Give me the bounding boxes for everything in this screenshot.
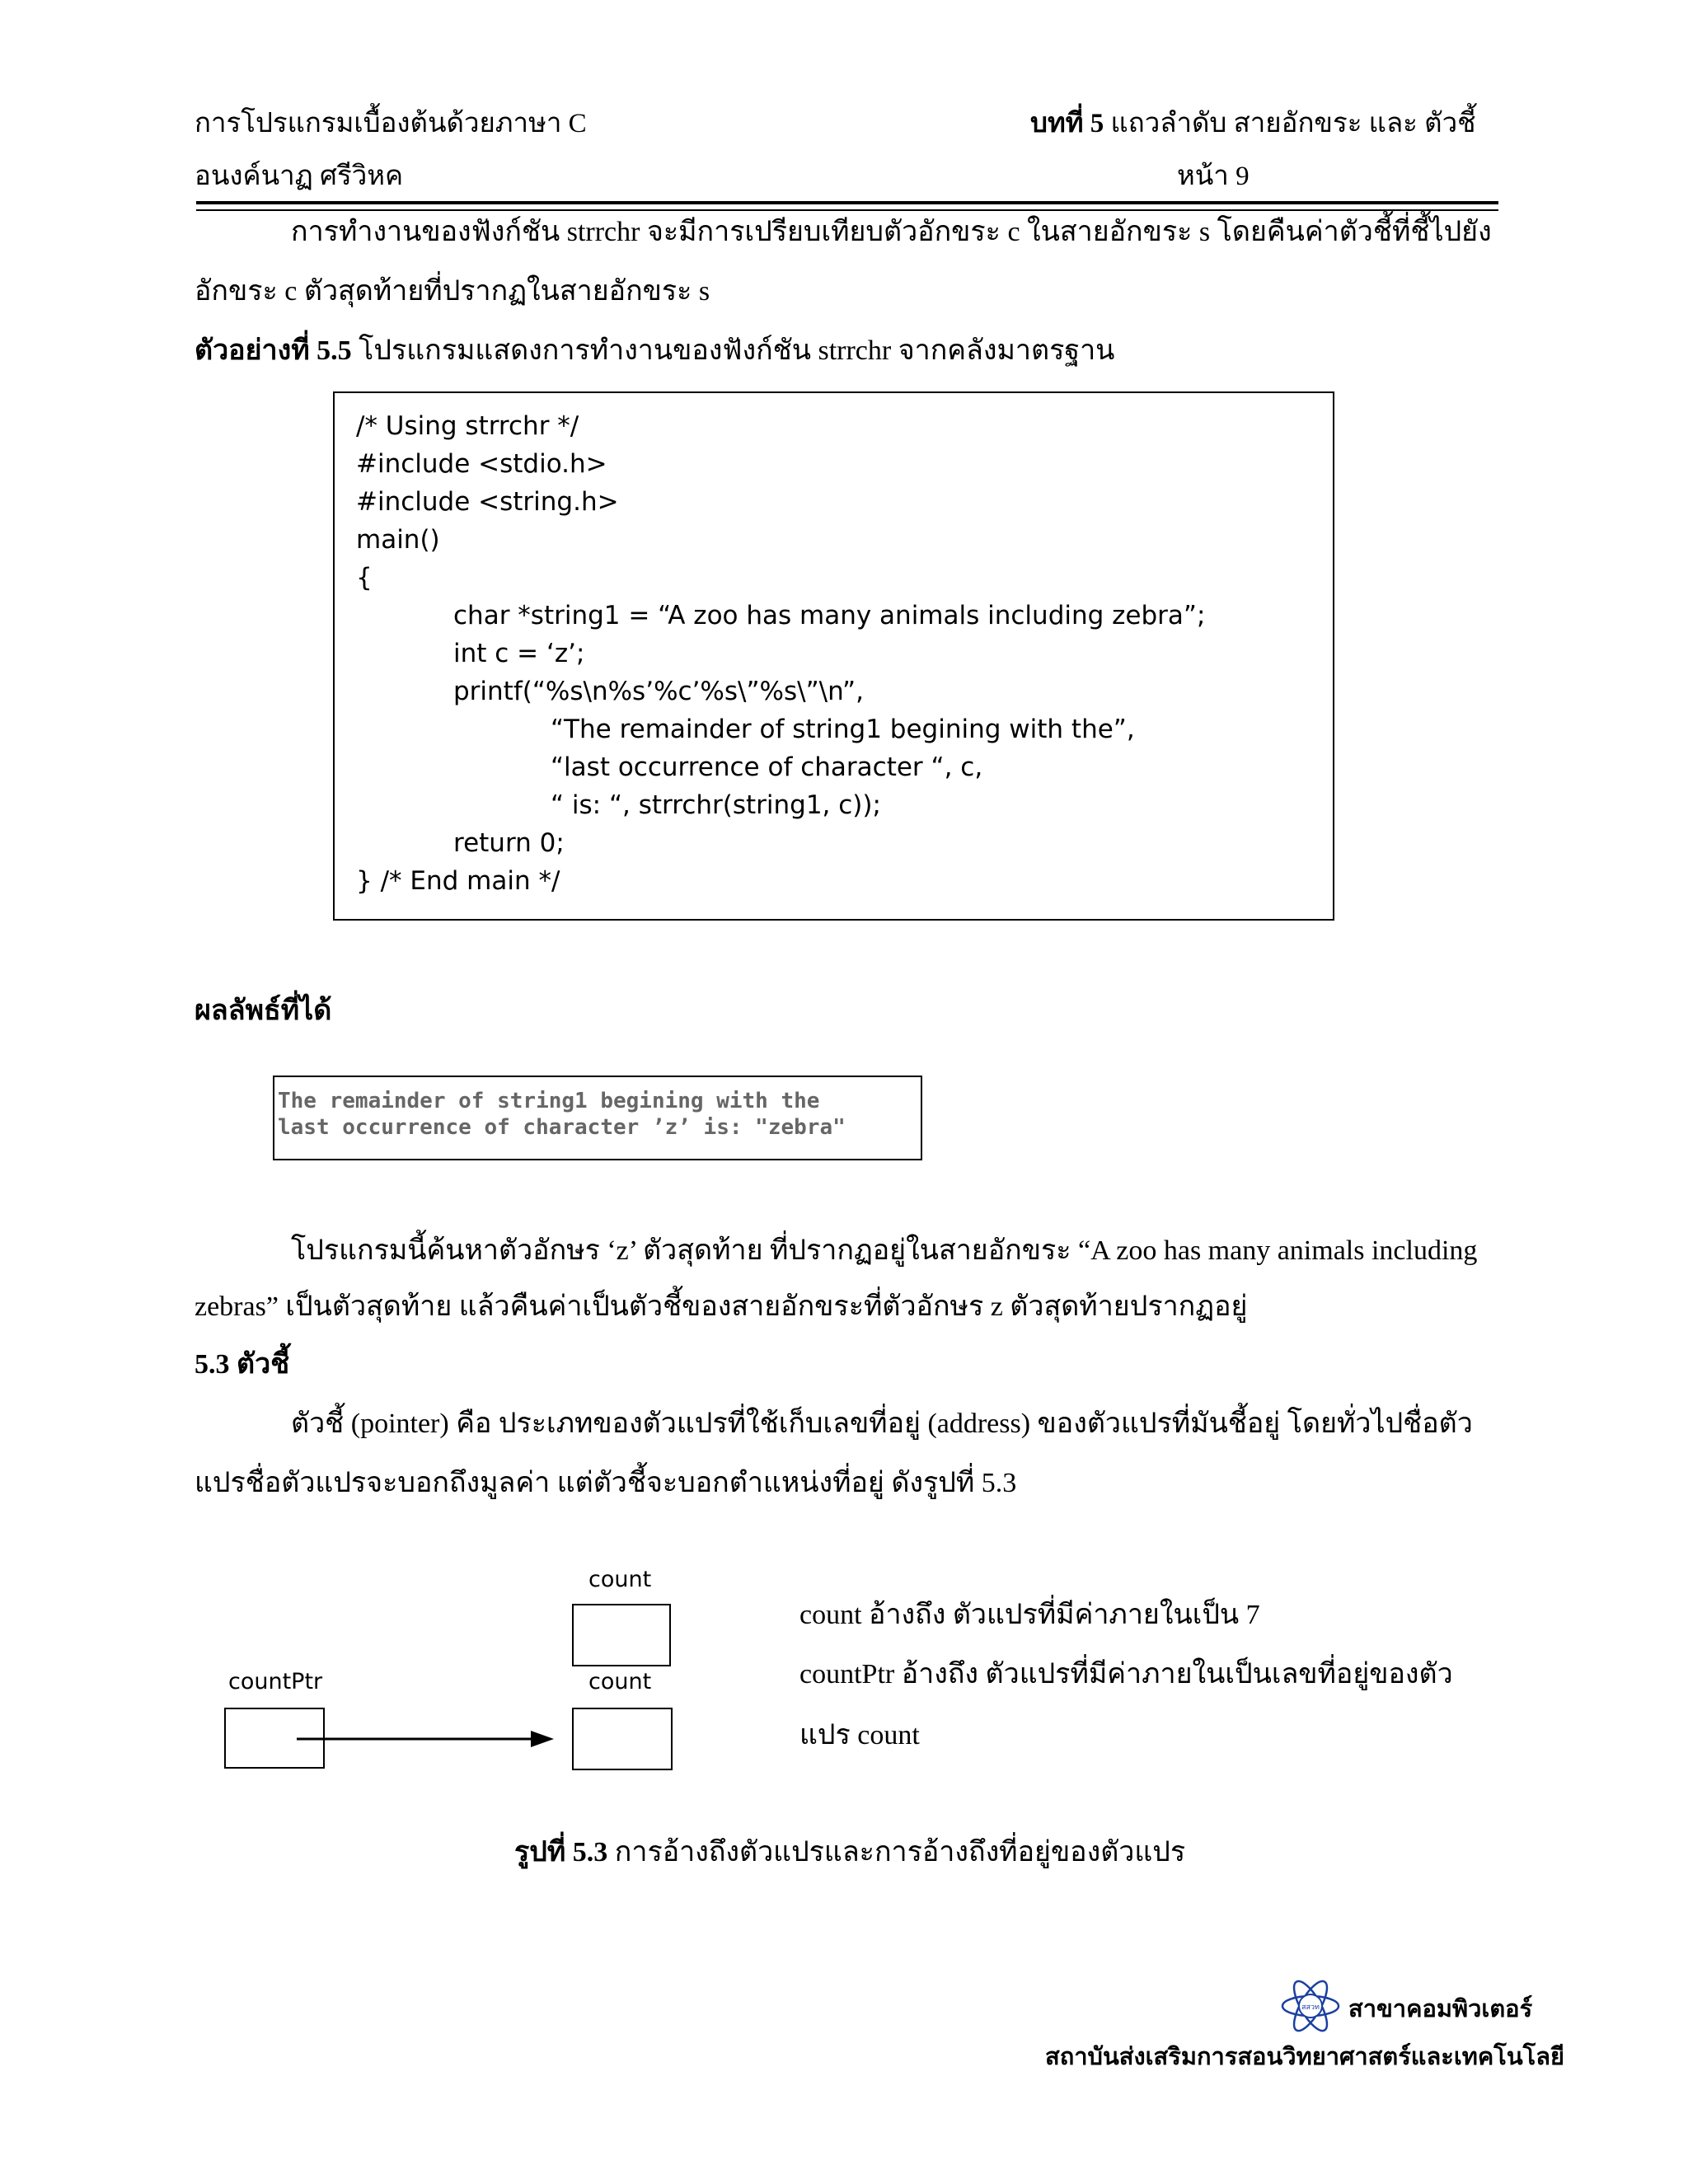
result-heading: ผลลัพธ์ที่ได้	[195, 996, 332, 1026]
chapter-title: แถวลำดับ สายอักขระ และ ตัวชี้	[1110, 109, 1476, 138]
explanation-line-1: โปรแกรมนี้ค้นหาตัวอักษร ‘z’ ตัวสุดท้าย ที่ปรากฏอยู่ในสายอักขระ “A zoo has many animals including	[291, 1235, 1478, 1266]
explanation-line-2: zebras” เป็นตัวสุดท้าย แล้วคืนค่าเป็นตัวชี้ของสายอักขระที่ตัวอักษร z ตัวสุดท้ายปรากฏอยู่	[195, 1291, 1248, 1322]
footer-institute: สถาบันส่งเสริมการสอนวิทยาศาสตร์และเทคโนโลยี	[1045, 2044, 1564, 2070]
figure-caption-text: การอ้างถึงตัวแปรและการอ้างถึงที่อยู่ของตัวแปร	[614, 1837, 1186, 1868]
code-line: {	[356, 563, 373, 593]
code-line: } /* End main */	[356, 866, 560, 896]
output-line: The remainder of string1 begining with the	[278, 1089, 820, 1113]
count-label-top: count	[588, 1567, 652, 1592]
header-rule-thick	[196, 201, 1498, 204]
count-variable-box	[572, 1604, 671, 1666]
code-listing	[333, 391, 1334, 921]
figure-label: รูปที่ 5.3	[514, 1837, 608, 1868]
code-line: “last occurrence of character “, c,	[551, 752, 983, 782]
code-line: int c = ‘z’;	[453, 639, 585, 668]
intro-line-1: การทำงานของฟังก์ชัน strrchr จะมีการเปรียบเทียบตัวอักขระ c ในสายอักขระ s โดยคืนค่าตัวชี้ที่ชี้ไปยัง	[291, 217, 1492, 247]
program-output	[273, 1076, 922, 1160]
diagram-desc-line-1: count อ้างถึง ตัวแปรที่มีค่าภายในเป็น 7	[799, 1600, 1260, 1630]
output-line: last occurrence of character ’z’ is: "zebra"	[278, 1115, 846, 1140]
code-line: #include <stdio.h>	[356, 449, 607, 479]
author-name: อนงค์นาฏ ศรีวิหค	[195, 162, 404, 191]
code-line: “The remainder of string1 begining with the”,	[551, 715, 1135, 744]
book-title: การโปรแกรมเบื้องต้นด้วยภาษา C	[195, 109, 587, 138]
diagram-desc-line-2: countPtr อ้างถึง ตัวแปรที่มีค่าภายในเป็นเลขที่อยู่ของตัว	[799, 1659, 1453, 1690]
section-line-1: ตัวชี้ (pointer) คือ ประเภทของตัวแปรที่ใช้เก็บเลขที่อยู่ (address) ของตัวแปรที่มันชี้อยู่ โดยทั่วไปชื่อตัว	[291, 1408, 1473, 1439]
code-line: printf(“%s\n%s’%c’%s\”%s\”\n”,	[453, 677, 864, 706]
header-rule-thin	[196, 209, 1498, 211]
pointer-arrow	[288, 1722, 560, 1755]
code-line: return 0;	[453, 828, 565, 858]
footer-department: สาขาคอมพิวเตอร์	[1348, 1996, 1533, 2022]
code-line: char *string1 = “A zoo has many animals including zebra”;	[453, 601, 1206, 630]
chapter-heading	[1030, 107, 1476, 140]
count-label-bottom: count	[588, 1669, 652, 1694]
count-target-box	[572, 1708, 673, 1770]
example-label: ตัวอย่างที่ 5.5	[195, 335, 352, 366]
code-line: “ is: “, strrchr(string1, c));	[551, 790, 881, 820]
page-number: หน้า 9	[1177, 162, 1250, 191]
intro-line-2: อักขระ c ตัวสุดท้ายที่ปรากฏในสายอักขระ s	[195, 276, 710, 307]
chapter-label: บทที่ 5	[1030, 109, 1104, 138]
diagram-desc-line-3: แปร count	[799, 1720, 920, 1750]
example-heading	[195, 335, 1114, 368]
code-line: #include <string.h>	[356, 487, 619, 517]
code-line: main()	[356, 525, 440, 555]
institute-logo-icon	[1279, 1975, 1342, 2037]
section-line-2: แปรชื่อตัวแปรจะบอกถึงมูลค่า แต่ตัวชี้จะบอกตำแหน่งที่อยู่ ดังรูปที่ 5.3	[195, 1468, 1017, 1498]
logo-text: สสวท	[1301, 2004, 1320, 2012]
section-heading: 5.3 ตัวชี้	[195, 1349, 290, 1380]
code-line: /* Using strrchr */	[356, 411, 579, 441]
figure-caption	[514, 1836, 1185, 1869]
countptr-label: countPtr	[228, 1669, 323, 1694]
example-description: โปรแกรมแสดงการทำงานของฟังก์ชัน strrchr จากคลังมาตรฐาน	[359, 335, 1115, 366]
